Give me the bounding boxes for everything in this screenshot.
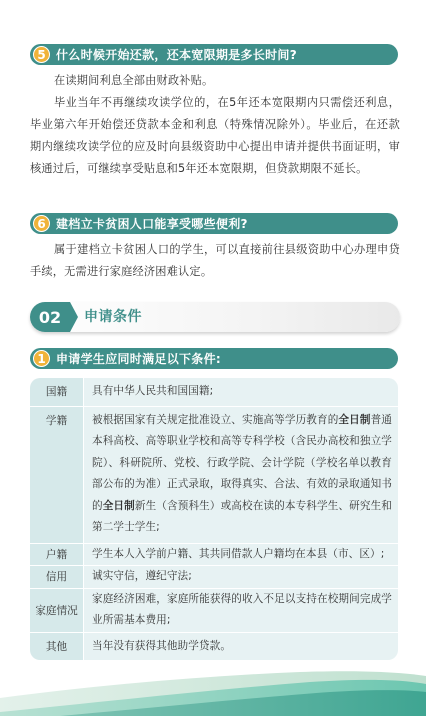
section-title: 申请条件 [84,309,142,325]
table-row [30,544,398,567]
question-6-bar [30,213,398,234]
full-time-emphasis: 全日制 [338,413,371,426]
question-number-badge: 5 [33,46,50,63]
enrollment-text-3: 新生（含预科生）或高校在读的本专科学生、研究生和第二学士学生; [92,499,392,533]
row-label-family: 家庭情况 [30,589,84,632]
table-row [30,589,398,633]
table-row [30,407,398,544]
row-label-credit: 信用 [30,566,84,588]
table-row [30,566,398,589]
row-value-enrollment [84,407,398,543]
question-5-bar [30,44,398,65]
row-value-credit: 诚实守信，遵纪守法; [84,566,398,588]
question-5-paragraph-1: 在读期间利息全部由财政补贴。 [54,74,214,87]
row-label-household: 户籍 [30,544,84,566]
row-label-nationality: 国籍 [30,378,84,406]
question-6-paragraph: 属于建档立卡贫困人口的学生，可以直接前往县级资助中心办理申贷手续，无需进行家庭经济困难认定。 [30,243,400,278]
question-5-paragraph-2: 毕业当年不再继续攻读学位的，在5年还本宽限期内只需偿还利息，毕业第六年开始偿还贷款本金和利息（特殊情况除外）。毕业后，在还款期内继续攻读学位的应及时向县级资助中心提出申请并提供书面证明，审核通过后，可继续享受贴息和5年还本宽限期，但贷款期限不延长。 [30,96,400,175]
table-row [30,378,398,407]
row-label-enrollment: 学籍 [30,407,84,543]
section-number-badge: 02 [30,302,70,332]
bottom-wave-decoration [0,646,426,716]
row-value-nationality: 具有中华人民共和国国籍; [84,378,398,406]
row-value-other: 当年没有获得其他助学贷款。 [84,633,398,661]
row-label-other: 其他 [30,633,84,661]
question-5-title: 什么时候开始还款，还本宽限期是多长时间? [56,48,297,62]
condition-number-badge: 1 [33,350,50,367]
condition-title: 申请学生应同时满足以下条件: [56,352,221,366]
condition-bar [30,348,398,369]
enrollment-text-2: 普通本科高校、高等职业学校和高等专科学校（含民办高校和独立学院）、科研院所、党校、行政学院、会计学院（学校名单以教育部公布的为准）正式录取，取得真实、合法、有效的录取通知书的 [92,413,392,512]
full-time-emphasis: 全日制 [102,499,135,512]
question-number-badge: 6 [33,215,50,232]
row-value-household: 学生本人入学前户籍、其共同借款人户籍均在本县（市、区）; [84,544,398,566]
row-value-family: 家庭经济困难，家庭所能获得的收入不足以支持在校期间完成学业所需基本费用; [84,589,398,632]
enrollment-text-1: 被根据国家有关规定批准设立、实施高等学历教育的 [92,413,339,426]
question-6-title: 建档立卡贫困人口能享受哪些便利? [56,217,248,231]
conditions-table [30,378,398,661]
